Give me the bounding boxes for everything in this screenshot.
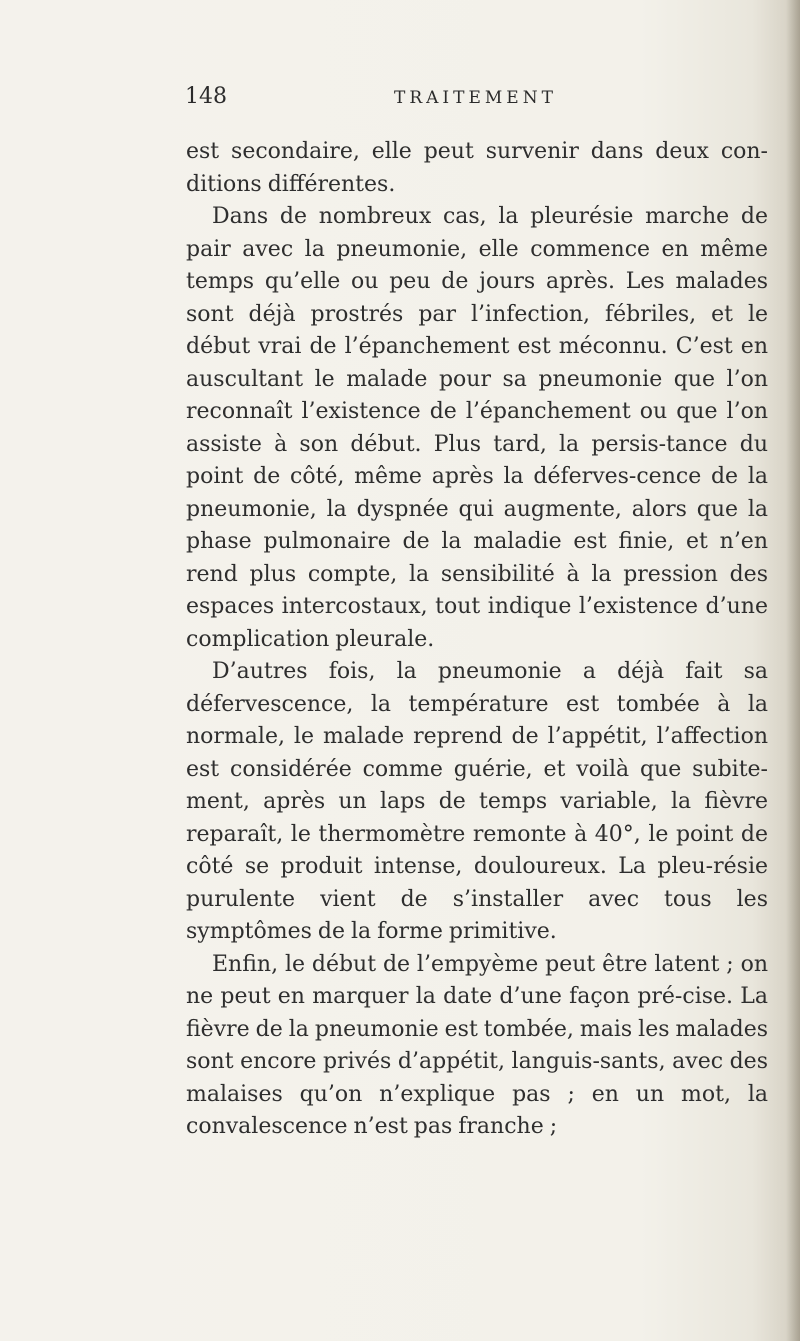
paragraph-continuation: est secondaire, elle peut survenir dans deux con-ditions différentes. — [186, 139, 768, 197]
page-number: 148 — [185, 84, 227, 109]
paragraph: D’autres fois, la pneumonie a déjà fait sa défervescence, la température est tombée à la normale, le malade reprend de l’appétit, l’affection est considérée comme guérie, et voilà que subite-ment, après un laps de temps variable, la fièvre reparaît, le thermomètre remonte à 40°, le point de côté se produit intense, douloureux. La pleu-résie purulente vient de s’installer avec tous les symptômes de la forme primitive. — [186, 659, 768, 944]
paragraph: Enfin, le début de l’empyème peut être latent ; on ne peut en marquer la date d’une façon pré-cise. La fièvre de la pneumonie est tombée, mais les malades sont encore privés d’appétit, languis-sants, avec des malaises qu’on n’explique pas ; en un mot, la convalescence n’est pas franche ; — [186, 951, 769, 1139]
paragraph: Dans de nombreux cas, la pleurésie marche de pair avec la pneumonie, elle commence en même temps qu’elle ou peu de jours après. Les malades sont déjà prostrés par l’infection, fébriles, et le début vrai de l’épanchement est méconnu. C’est en auscultant le malade pour sa pneumonie que l’on reconnaît l’existence de l’épanchement ou que l’on assiste à son début. Plus tard, la persis-tance du point de côté, même après la déferves-cence de la pneumonie, la dyspnée qui augmente, alors que la phase pulmonaire de la maladie est finie, et n’en rend plus compte, la sensibilité à la pression des espaces intercostaux, tout indique l’existence d’une complication pleurale. — [186, 204, 768, 652]
running-head: TRAITEMENT — [394, 88, 557, 108]
body-text — [186, 136, 768, 1144]
page-header — [0, 84, 800, 124]
page-edge-shadow — [786, 0, 800, 1341]
